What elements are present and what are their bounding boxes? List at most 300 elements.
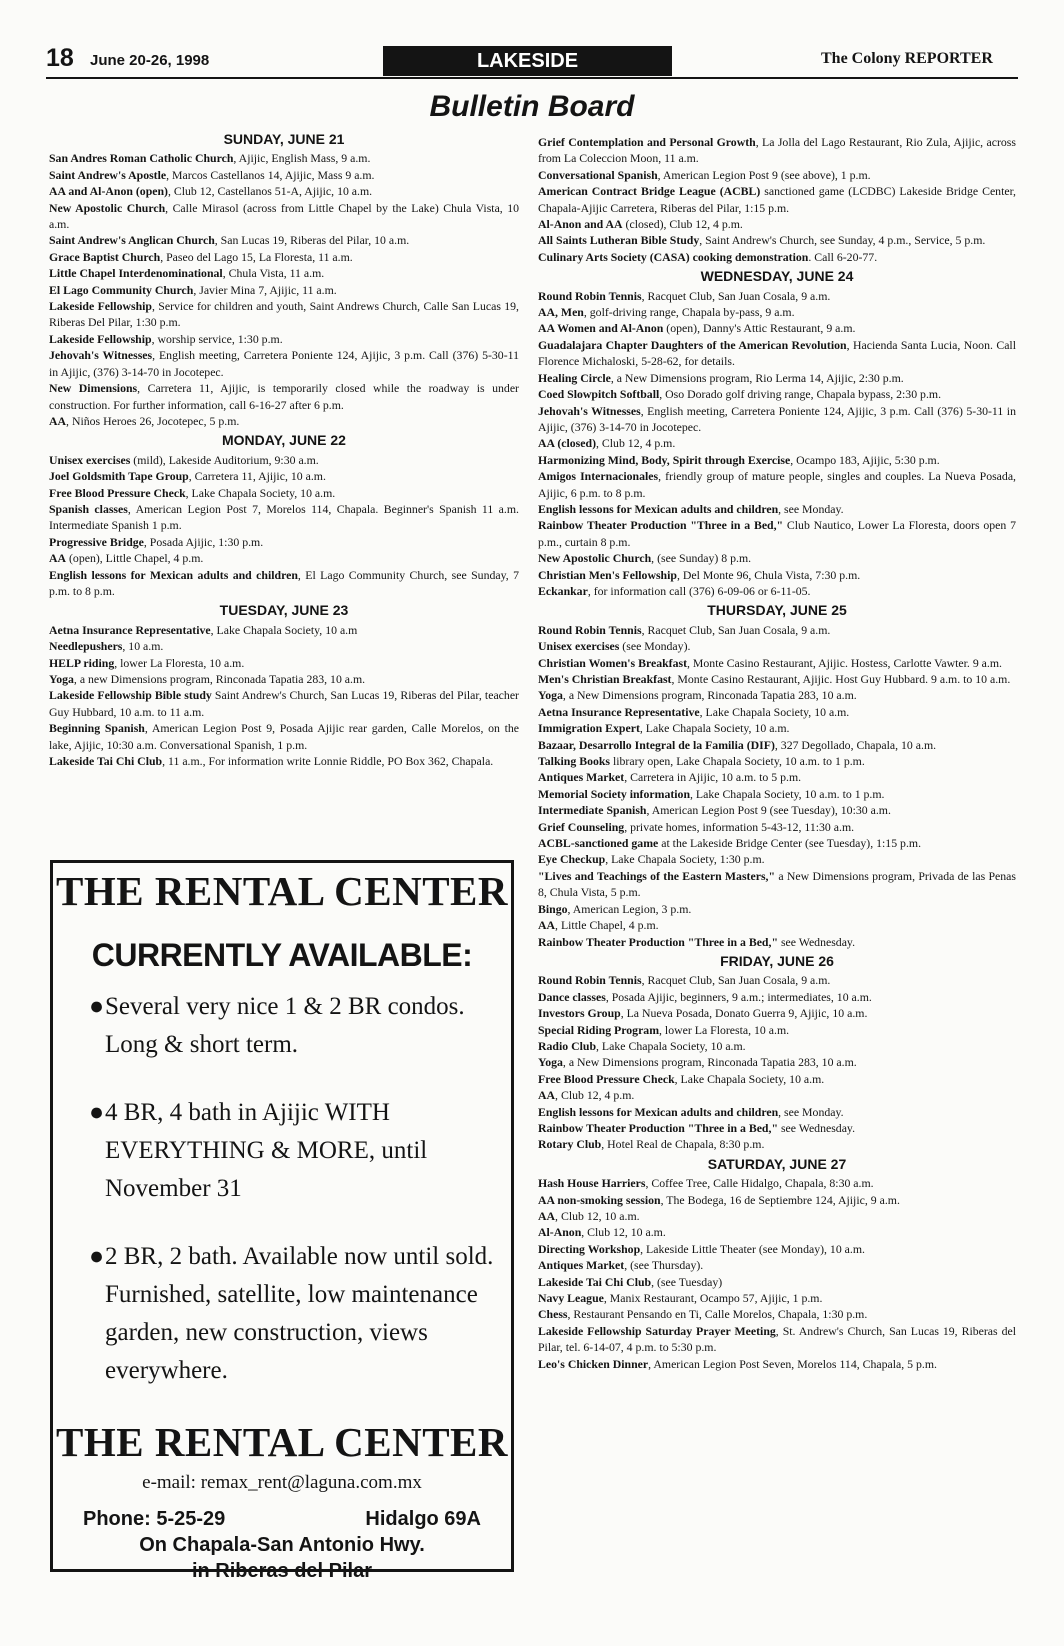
entry-details: (mild), Lakeside Auditorium, 9:30 a.m. — [130, 452, 319, 467]
entry-details: , Del Monte 96, Chula Vista, 7:30 p.m. — [676, 567, 861, 582]
entry-name: Jehovah's Witnesses — [49, 348, 153, 363]
day-heading: MONDAY, JUNE 22 — [222, 432, 346, 449]
day-heading: FRIDAY, JUNE 26 — [720, 952, 834, 969]
entry-name: Amigos Internacionales — [538, 469, 659, 484]
bulletin-entry — [49, 534, 519, 550]
bulletin-entry — [538, 167, 1016, 183]
entry-name: Christian Women's Breakfast — [538, 655, 688, 670]
bulletin-entry — [49, 687, 519, 720]
entry-name: HELP riding — [49, 655, 115, 670]
entry-name: Talking Books — [538, 754, 611, 769]
entry-details: see Wednesday. — [778, 1120, 856, 1135]
entry-details: , Monte Casino Restaurant, Ajijic. Hostess, Carlotte Vawter. 9 a.m. — [687, 655, 1002, 670]
entry-name: Free Blood Pressure Check — [49, 485, 186, 500]
entry-name: Spanish classes — [49, 501, 128, 516]
bulletin-entry — [538, 851, 1016, 867]
entry-details: , 327 Degollado, Chapala, 10 a.m. — [774, 737, 937, 752]
bulletin-entry — [538, 737, 1016, 753]
entry-details: , for information call (376) 6-09-06 or 6-11-05. — [587, 583, 811, 598]
entry-details: , Lake Chapala Society, 10 a.m. — [639, 721, 790, 736]
entry-name: Harmonizing Mind, Body, Spirit through Exercise — [538, 452, 791, 467]
bulletin-entry — [538, 671, 1016, 687]
entry-details: , Restaurant Pensando en Ti, Calle Morelos, Chapala, 1:30 p.m. — [567, 1307, 868, 1322]
entry-details: , Monte Casino Restaurant, Ajijic. Host Guy Hubbard. 9 a.m. to 10 a.m. — [671, 672, 1011, 686]
entry-details: , a New Dimensions program, Rinconada Tapatia 283, 10 a.m. — [562, 688, 857, 703]
bulletin-entry — [49, 183, 519, 199]
bulletin-entry — [538, 1022, 1016, 1038]
entry-name: Lakeside Fellowship Bible study — [49, 688, 212, 703]
entry-details: , see Monday. — [778, 501, 844, 516]
entry-name: Rotary Club — [538, 1137, 602, 1152]
bulletin-entry — [538, 835, 1016, 851]
bulletin-entry — [538, 435, 1016, 451]
bulletin-entry — [49, 622, 519, 638]
entry-name: American Contract Bridge League (ACBL) — [538, 184, 761, 199]
entry-name: AA Women and Al-Anon — [538, 321, 664, 336]
entry-name: Coed Slowpitch Softball — [538, 387, 660, 402]
entry-details: see Wednesday. — [778, 934, 856, 949]
bulletin-entry — [538, 288, 1016, 304]
bulletin-entry — [49, 347, 519, 380]
ad-listing-text: 2 BR, 2 bath. Available now until sold. Furnished, satellite, low maintenance garden, new construction, views everywhere. — [105, 1243, 494, 1384]
bulletin-entry — [538, 1120, 1016, 1136]
bulletin-entry — [538, 655, 1016, 671]
entry-name: Eye Checkup — [538, 852, 606, 867]
ad-email: e-mail: remax_rent@laguna.com.mx — [142, 1472, 422, 1493]
entry-details: , friendly group of mature people, singles and couples. La Nueva Posada, Ajijic, 6 p.m. to 8 p.m. — [538, 469, 1016, 500]
page-number: 18 — [46, 44, 74, 72]
bulletin-entry — [49, 232, 519, 248]
ad-address-1: Hidalgo 69A — [365, 1508, 481, 1530]
entry-name: Round Robin Tennis — [538, 973, 642, 988]
bulletin-entry — [538, 917, 1016, 933]
bulletin-entry — [49, 671, 519, 687]
entry-details: , Chula Vista, 11 a.m. — [222, 266, 325, 281]
bulletin-entry — [538, 583, 1016, 599]
bulletin-entry — [538, 1192, 1016, 1208]
left-column — [49, 128, 519, 769]
entry-name: Healing Circle — [538, 370, 611, 385]
section-banner: LAKESIDE — [383, 46, 672, 76]
entry-name: Intermediate Spanish — [538, 803, 647, 818]
right-column — [538, 134, 1016, 1372]
publication-name: The Colony REPORTER — [821, 50, 993, 67]
entry-details: , private homes, information 5-43-12, 11:30 a.m. — [624, 819, 855, 834]
entry-details: , Carretera 11, Ajijic, 10 a.m. — [188, 469, 326, 484]
entry-name: Guadalajara Chapter Daughters of the American Revolution — [538, 337, 847, 352]
entry-name: Dance classes — [538, 989, 606, 1004]
bulletin-entry — [538, 1054, 1016, 1070]
entry-details: , Hotel Real de Chapala, 8:30 p.m. — [601, 1137, 765, 1152]
entry-name: Yoga — [49, 672, 74, 686]
entry-details: (closed), Club 12, 4 p.m. — [622, 217, 743, 232]
ad-address-3: in Riberas del Pilar — [191, 1560, 373, 1582]
bulletin-entry — [538, 550, 1016, 566]
bulletin-entry — [49, 468, 519, 484]
bulletin-entry — [49, 753, 519, 769]
entry-name: Bingo — [538, 901, 568, 916]
entry-details: , St. Andrew's Church, San Lucas 19, Riberas del Pilar, tel. 6-14-07, 4 p.m. to 5:30 p.m. — [538, 1323, 1016, 1355]
entry-name: AA, Men — [538, 305, 584, 320]
bulletin-entry — [49, 720, 519, 753]
entry-details: Saint Andrew's Church, San Lucas 19, Riberas del Pilar, teacher Guy Hubbard, 10 a.m. to 11 a.m. — [49, 688, 519, 719]
bulletin-entry — [538, 386, 1016, 402]
bulletin-entry — [538, 1356, 1016, 1372]
entry-details: , worship service, 1:30 p.m. — [151, 331, 283, 346]
entry-name: Unisex exercises — [538, 639, 620, 654]
entry-name: Eckankar — [538, 583, 588, 598]
ad-subtitle: CURRENTLY AVAILABLE: — [91, 937, 473, 973]
entry-name: Joel Goldsmith Tape Group — [49, 469, 189, 484]
entry-details: , Club 12, 4 p.m. — [596, 436, 676, 451]
entry-details: , Manix Restaurant, Ocampo 57, Ajijic, 1 p.m. — [603, 1291, 823, 1306]
ad-listing — [53, 1238, 511, 1390]
entry-name: Conversational Spanish — [538, 167, 658, 182]
entry-details: , Little Chapel, 4 p.m. — [555, 918, 659, 933]
day-heading: SUNDAY, JUNE 21 — [223, 131, 345, 147]
bulletin-entry — [538, 403, 1016, 436]
entry-details: , Lake Chapala Society, 10 a.m. — [699, 704, 850, 719]
entry-details: at the Lakeside Bridge Center (see Tuesday), 1:15 p.m. — [658, 836, 922, 851]
entry-details: , Racquet Club, San Juan Cosala, 9 a.m. — [641, 622, 831, 637]
entry-details: , English meeting, Carretera Poniente 124, Ajijic, 3 p.m. Call (376) 5-30-11 in Ajijic, (376) 3-14-70 in Jocotepec. — [49, 348, 519, 379]
entry-details: , Club 12, 10 a.m. — [555, 1209, 640, 1223]
entry-details: , 11 a.m., For information write Lonnie Riddle, PO Box 362, Chapala. — [162, 754, 494, 769]
entry-name: Immigration Expert — [538, 721, 640, 736]
entry-details: , 10 a.m. — [122, 639, 164, 654]
bulletin-entry — [538, 802, 1016, 818]
entry-name: Antiques Market — [538, 1258, 625, 1273]
entry-name: Lakeside Tai Chi Club — [49, 754, 163, 769]
bulletin-entry — [538, 638, 1016, 654]
bulletin-entry — [538, 704, 1016, 720]
bulletin-entry — [538, 769, 1016, 785]
entry-name: Unisex exercises — [49, 452, 131, 467]
entry-details: , Niños Heroes 26, Jocotepec, 5 p.m. — [66, 413, 240, 428]
entry-name: Special Riding Program — [538, 1022, 660, 1037]
entry-name: English lessons for Mexican adults and children — [538, 501, 779, 516]
entry-name: Grace Baptist Church — [49, 249, 161, 264]
bulletin-entry — [49, 567, 519, 600]
entry-name: Bazaar, Desarrollo Integral de la Familia (DIF) — [538, 737, 775, 752]
bulletin-entry — [538, 468, 1016, 501]
bulletin-entry — [49, 282, 519, 298]
issue-date: June 20-26, 1998 — [90, 52, 210, 69]
bulletin-entry — [538, 819, 1016, 835]
entry-name: AA non-smoking session — [538, 1192, 661, 1207]
entry-details: , Racquet Club, San Juan Cosala, 9 a.m. — [641, 288, 831, 303]
entry-name: "Lives and Teachings of the Eastern Masters," — [538, 868, 776, 883]
entry-name: Saint Andrew's Apostle — [49, 167, 167, 182]
bulletin-entry — [538, 1290, 1016, 1306]
bullet-icon: ● — [89, 993, 105, 1020]
entry-details: , Ocampo 183, Ajijic, 5:30 p.m. — [790, 452, 940, 467]
page-title: Bulletin Board — [429, 90, 635, 123]
ad-phone-row — [53, 1506, 511, 1532]
day-heading: SATURDAY, JUNE 27 — [707, 1155, 847, 1172]
bulletin-entry — [538, 753, 1016, 769]
entry-details: , Posada Ajijic, 1:30 p.m. — [143, 534, 264, 549]
entry-name: Directing Workshop — [538, 1241, 641, 1256]
bulletin-entry — [538, 1005, 1016, 1021]
entry-name: AA — [538, 1209, 556, 1223]
bulletin-entry — [49, 380, 519, 413]
bulletin-entry — [538, 1087, 1016, 1103]
entry-details: , a New Dimensions program, Rinconada Tapatia 283, 10 a.m. — [562, 1055, 857, 1070]
entry-name: Free Blood Pressure Check — [538, 1071, 675, 1086]
entry-name: Men's Christian Breakfast — [538, 672, 672, 686]
entry-name: Culinary Arts Society (CASA) cooking demonstration — [538, 249, 809, 264]
bulletin-entry — [49, 265, 519, 281]
entry-details: , Lakeside Little Theater (see Monday), 10 a.m. — [640, 1241, 865, 1256]
entry-details: , English meeting, Carretera Poniente 124, Ajijic, 3 p.m. Call (376) 5-30-11 in Ajijic, (376) 3-14-70 in Jocotepec. — [538, 403, 1016, 434]
entry-details: , Service for children and youth, Saint Andrews Church, Calle San Lucas 19, Riberas Del Pilar, 1:30 p.m. — [49, 299, 519, 330]
entry-details: . Call 6-20-77. — [808, 249, 878, 264]
entry-name: Grief Contemplation and Personal Growth — [538, 135, 756, 149]
entry-details: , Carretera 11, Ajijic, is temporarily closed while the roadway is under construction. For further information, call 6-16-27 after 6 p.m. — [49, 381, 519, 412]
bulletin-entry — [538, 249, 1016, 265]
entry-details: , El Lago Community Church, see Sunday, 7 p.m. to 8 p.m. — [49, 567, 519, 598]
entry-details: , San Lucas 19, Riberas del Pilar, 10 a.m. — [214, 233, 410, 248]
ad-title: THE RENTAL CENTER — [55, 868, 508, 914]
entry-details: , see Monday. — [778, 1104, 844, 1119]
bulletin-entry — [49, 550, 519, 566]
entry-details: , Coffee Tree, Calle Hidalgo, Chapala, 8:30 a.m. — [645, 1176, 874, 1191]
entry-name: Investors Group — [538, 1006, 621, 1021]
entry-details: , (see Thursday). — [624, 1258, 704, 1273]
bulletin-entry — [538, 1104, 1016, 1120]
entry-details: , Posada Ajijic, beginners, 9 a.m.; intermediates, 10 a.m. — [605, 989, 872, 1004]
entry-details: , Lake Chapala Society, 10 a.m — [210, 622, 358, 637]
entry-details: , Lake Chapala Society, 10 a.m. — [674, 1071, 825, 1086]
entry-details: , American Legion Post Seven, Morelos 114, Chapala, 5 p.m. — [648, 1356, 937, 1371]
entry-details: , a new Dimensions program, Rinconada Tapatia 283, 10 a.m. — [73, 672, 366, 686]
bulletin-entry — [538, 1224, 1016, 1240]
entry-details: , (see Tuesday) — [651, 1274, 723, 1289]
entry-name: English lessons for Mexican adults and children — [538, 1104, 779, 1119]
header-rule — [46, 77, 1018, 79]
bulletin-entry — [538, 868, 1016, 901]
bulletin-entry — [538, 901, 1016, 917]
entry-details: , Lake Chapala Society, 1:30 p.m. — [605, 852, 765, 867]
entry-details: , Paseo del Lago 15, La Floresta, 11 a.m. — [160, 249, 353, 264]
entry-details: , Club 12, Castellanos 51-A, Ajijic, 10 a.m. — [167, 184, 373, 199]
entry-details: (open), Little Chapel, 4 p.m. — [66, 551, 204, 566]
entry-details: sanctioned game (LCDBC) Lakeside Bridge Center, Chapala-Ajijic Carretera, Riberas del Pilar, 1:15 p.m. — [538, 184, 1016, 215]
bulletin-entry — [538, 370, 1016, 386]
entry-name: Round Robin Tennis — [538, 622, 642, 637]
bulletin-entry — [538, 622, 1016, 638]
entry-details: , Lake Chapala Society, 10 a.m. — [596, 1038, 746, 1053]
entry-details: a New Dimensions program, Privada de las Penas 8, Chula Vista, 5 p.m. — [538, 868, 1017, 900]
entry-name: AA (closed) — [538, 436, 596, 451]
entry-name: All Saints Lutheran Bible Study — [538, 233, 700, 248]
bulletin-entry — [538, 1136, 1016, 1152]
entry-name: New Dimensions — [49, 381, 138, 396]
entry-name: Memorial Society information — [538, 786, 691, 801]
bulletin-entry — [538, 989, 1016, 1005]
entry-name: Rainbow Theater Production "Three in a Bed," — [538, 934, 778, 949]
ad-title-bottom: THE RENTAL CENTER — [55, 1419, 508, 1465]
entry-name: Antiques Market — [538, 770, 625, 785]
entry-name: Chess — [538, 1307, 568, 1322]
bulletin-entry — [538, 1038, 1016, 1054]
entry-name: ACBL-sanctioned game — [538, 836, 659, 851]
entry-name: Needlepushers — [49, 639, 123, 654]
entry-name: AA — [49, 551, 67, 566]
entry-details: , Calle Mirasol (across from Little Chapel by the Lake) Chula Vista, 10 a.m. — [49, 200, 519, 232]
entry-details: , Marcos Castellanos 14, Ajijic, Mass 9 a.m. — [166, 167, 375, 182]
entry-name: Rainbow Theater Production "Three in a Bed," — [538, 518, 784, 533]
entry-name: AA and Al-Anon (open) — [49, 184, 168, 199]
bulletin-entry — [538, 304, 1016, 320]
ad-listing — [53, 1094, 511, 1208]
bulletin-entry — [538, 517, 1016, 550]
entry-name: English lessons for Mexican adults and children — [49, 567, 298, 582]
entry-details: , Racquet Club, San Juan Cosala, 9 a.m. — [641, 973, 831, 988]
entry-name: San Andres Roman Catholic Church — [49, 151, 234, 166]
entry-details: , American Legion Post 9, Posada Ajijic rear garden, Calle Morelos, on the lake, Ajijic, 10:30 a.m. Conversational Spanish, 1 p.m. — [49, 721, 519, 752]
bulletin-entry — [49, 501, 519, 534]
bulletin-entry — [538, 720, 1016, 736]
entry-name: Leo's Chicken Dinner — [538, 1356, 649, 1371]
day-heading: TUESDAY, JUNE 23 — [219, 602, 349, 619]
bulletin-entry — [538, 786, 1016, 802]
bulletin-entry — [49, 331, 519, 347]
entry-name: Little Chapel Interdenominational — [49, 266, 223, 281]
ad-listing — [53, 988, 511, 1064]
entry-name: New Apostolic Church — [49, 200, 166, 215]
entry-name: Christian Men's Fellowship — [538, 567, 677, 582]
entry-details: , Hacienda Santa Lucia, Noon. Call Florence Michaloski, 5-28-62, for details. — [538, 337, 1016, 369]
entry-name: El Lago Community Church — [49, 282, 194, 297]
entry-name: Lakeside Tai Chi Club — [538, 1274, 652, 1289]
entry-name: New Apostolic Church — [538, 551, 652, 566]
bulletin-entry — [538, 134, 1016, 167]
bulletin-entry — [538, 1257, 1016, 1273]
bulletin-entry — [49, 150, 519, 166]
entry-details: , American Legion, 3 p.m. — [567, 901, 692, 916]
entry-name: Lakeside Fellowship Saturday Prayer Meeting — [538, 1323, 776, 1338]
entry-details: , American Legion Post 7, Morelos 114, Chapala. Beginner's Spanish 11 a.m. Intermediate Spanish 1 p.m. — [49, 501, 519, 533]
entry-name: Beginning Spanish — [49, 721, 145, 736]
entry-details: , Lake Chapala Society, 10 a.m. to 1 p.m. — [690, 786, 885, 801]
entry-details: , lower La Floresta, 10 a.m. — [659, 1022, 790, 1037]
entry-name: Radio Club — [538, 1038, 597, 1053]
entry-details: , Javier Mina 7, Ajijic, 11 a.m. — [193, 282, 337, 297]
bulletin-entry — [49, 655, 519, 671]
bulletin-entry — [538, 1175, 1016, 1191]
bulletin-entry — [538, 1306, 1016, 1322]
bulletin-entry — [49, 485, 519, 501]
entry-name: Aetna Insurance Representative — [49, 622, 211, 637]
bulletin-entry — [538, 567, 1016, 583]
entry-details: , American Legion Post 9 (see Tuesday), 10:30 a.m. — [646, 803, 891, 818]
bulletin-entry — [538, 1071, 1016, 1087]
bullet-icon: ● — [89, 1243, 105, 1270]
bulletin-entry — [49, 413, 519, 429]
bulletin-entry — [538, 1208, 1016, 1224]
entry-name: Aetna Insurance Representative — [538, 704, 700, 719]
entry-details: , Ajijic, English Mass, 9 a.m. — [233, 151, 371, 166]
entry-name: Grief Counseling — [538, 819, 625, 834]
bulletin-entry — [49, 298, 519, 331]
bulletin-entry — [538, 232, 1016, 248]
entry-name: Saint Andrew's Anglican Church — [49, 233, 215, 248]
entry-details: , The Bodega, 16 de Septiembre 124, Ajijic, 9 a.m. — [660, 1192, 900, 1207]
entry-details: , golf-driving range, Chapala by-pass, 9 a.m. — [583, 305, 795, 320]
entry-name: Lakeside Fellowship — [49, 331, 152, 346]
entry-name: AA — [538, 918, 556, 933]
ad-listing-text: Several very nice 1 & 2 BR condos. Long & short term. — [105, 993, 465, 1058]
bulletin-entry — [538, 687, 1016, 703]
entry-details: (see Monday). — [619, 639, 691, 654]
entry-name: Lakeside Fellowship — [49, 299, 152, 314]
entry-name: Yoga — [538, 1055, 563, 1070]
entry-name: Jehovah's Witnesses — [538, 403, 641, 418]
day-heading: THURSDAY, JUNE 25 — [707, 602, 847, 619]
entry-details: , La Nueva Posada, Donato Guerra 9, Ajijic, 10 a.m. — [620, 1006, 868, 1021]
bulletin-entry — [49, 167, 519, 183]
ad-listing-text: 4 BR, 4 bath in Ajijic WITH EVERYTHING & MORE, until November 31 — [105, 1099, 428, 1202]
bullet-icon: ● — [89, 1099, 105, 1126]
entry-name: Al-Anon — [538, 1225, 582, 1240]
entry-details: library open, Lake Chapala Society, 10 a.m. to 1 p.m. — [610, 754, 865, 769]
entry-name: Rainbow Theater Production "Three in a Bed," — [538, 1120, 778, 1135]
entry-details: , La Jolla del Lago Restaurant, Rio Zula, Ajijic, across from La Coleccion Moon, 11 a.m. — [538, 135, 1016, 166]
bulletin-entry — [538, 216, 1016, 232]
bulletin-entry — [538, 452, 1016, 468]
bulletin-entry — [538, 337, 1016, 370]
bulletin-entry — [538, 320, 1016, 336]
entry-details: , Saint Andrew's Church, see Sunday, 4 p.m., Service, 5 p.m. — [699, 233, 986, 248]
entry-details: , Club 12, 4 p.m. — [555, 1088, 635, 1103]
entry-details: , Carretera in Ajijic, 10 a.m. to 5 p.m. — [624, 770, 802, 785]
day-heading: WEDNESDAY, JUNE 24 — [700, 268, 854, 285]
rental-center-ad — [50, 860, 514, 1582]
entry-details: , Lake Chapala Society, 10 a.m. — [185, 485, 336, 500]
entry-name: Navy League — [538, 1291, 604, 1306]
entry-name: Hash House Harriers — [538, 1176, 646, 1191]
entry-details: Club Nautico, Lower La Floresta, doors open 7 p.m., curtain 8 p.m. — [538, 518, 1016, 549]
entry-name: Al-Anon and AA — [538, 217, 623, 232]
bulletin-entry — [49, 200, 519, 233]
ad-address-2: On Chapala-San Antonio Hwy. — [139, 1534, 425, 1556]
bulletin-entry — [49, 638, 519, 654]
bulletin-entry — [538, 972, 1016, 988]
bulletin-entry — [538, 183, 1016, 216]
bulletin-entry — [49, 249, 519, 265]
entry-details: , (see Sunday) 8 p.m. — [651, 551, 752, 566]
entry-details: , Oso Dorado golf driving range, Chapala bypass, 2:30 p.m. — [659, 387, 942, 402]
entry-details: (open), Danny's Attic Restaurant, 9 a.m. — [663, 321, 856, 336]
ad-phone: Phone: 5-25-29 — [83, 1508, 226, 1530]
entry-name: AA — [49, 413, 67, 428]
entry-details: , Club 12, 10 a.m. — [581, 1225, 666, 1240]
bulletin-entry — [538, 1274, 1016, 1290]
entry-name: Progressive Bridge — [49, 534, 144, 549]
bulletin-entry — [538, 1241, 1016, 1257]
entry-details: , lower La Floresta, 10 a.m. — [114, 655, 245, 670]
entry-name: Round Robin Tennis — [538, 288, 642, 303]
bulletin-entry — [538, 934, 1016, 950]
entry-name: Yoga — [538, 688, 563, 703]
bulletin-entry — [49, 452, 519, 468]
bulletin-entry — [538, 501, 1016, 517]
entry-details: , a New Dimensions program, Rio Lerma 14, Ajijic, 2:30 p.m. — [610, 370, 904, 385]
entry-name: AA — [538, 1088, 556, 1103]
bulletin-entry — [538, 1323, 1016, 1356]
